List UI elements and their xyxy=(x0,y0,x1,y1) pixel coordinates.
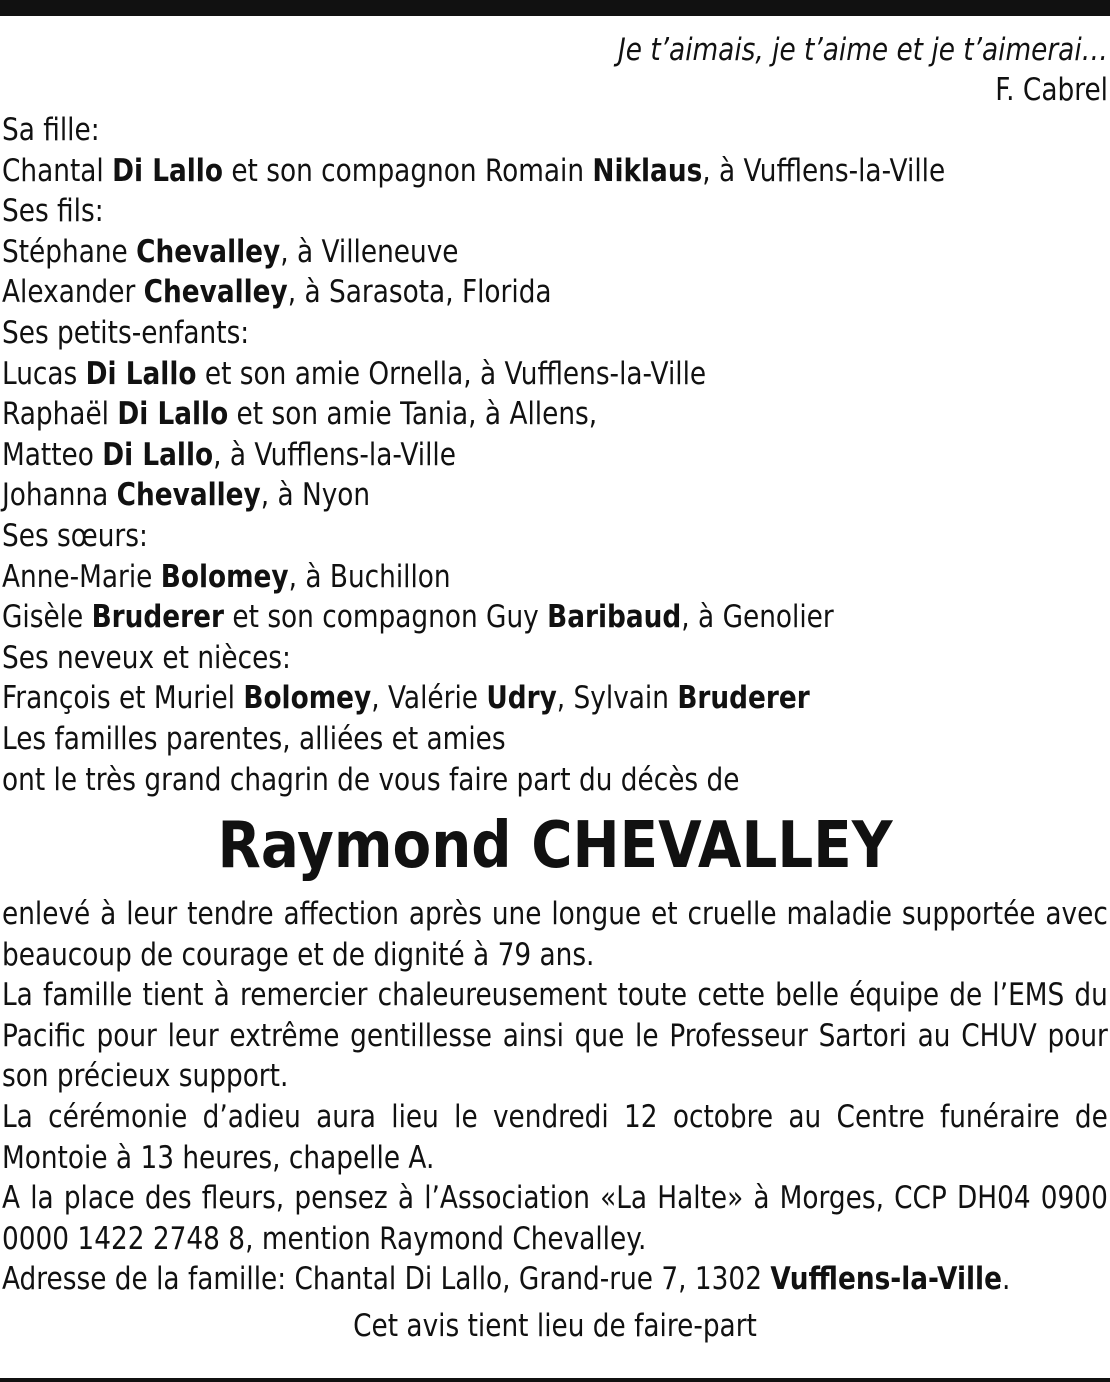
paragraph-illness: enlevé à leur tendre affection après une longue et cruelle maladie supportée avec beaucoup de courage et de dignité à 79 ans. xyxy=(2,896,1108,973)
top-rule xyxy=(0,0,1110,16)
family-member-line: Gisèle Bruderer et son compagnon Guy Baribaud, à Genolier xyxy=(2,599,834,636)
family-member-line: Anne-Marie Bolomey, à Buchillon xyxy=(2,558,451,595)
nephews-heading: Ses neveux et nièces: xyxy=(2,639,291,676)
family-member-line: Johanna Chevalley, à Nyon xyxy=(2,477,371,514)
daughter-heading: Sa fille: xyxy=(2,112,100,148)
obituary-notice xyxy=(2,30,1108,1348)
paragraph-ceremony: La cérémonie d’adieu aura lieu le vendredi 12 octobre au Centre funéraire de Montoie à 13 heures, chapelle A. xyxy=(2,1099,1108,1176)
family-member-line: Lucas Di Lallo et son amie Ornella, à Vufflens-la-Ville xyxy=(2,355,707,392)
paragraph-thanks: La famille tient à remercier chaleureusement toute cette belle équipe de l’EMS du Pacific pour leur extrême gentillesse ainsi que le Professeur Sartori au CHUV pour son précieux support. xyxy=(2,977,1108,1095)
family-member-line: Chantal Di Lallo et son compagnon Romain Niklaus, à Vufflens-la-Ville xyxy=(2,152,946,189)
paragraph-donation: A la place des fleurs, pensez à l’Association «La Halte» à Morges, CCP DH04 0900 0000 1422 2748 8, mention Raymond Chevalley. xyxy=(2,1180,1108,1257)
relatives-line: Les familles parentes, alliées et amies xyxy=(2,720,506,757)
deceased-name: Raymond CHEVALLEY xyxy=(217,809,893,884)
family-address: Adresse de la famille: Chantal Di Lallo, Grand-rue 7, 1302 Vufflens-la-Ville. xyxy=(2,1261,1011,1298)
announcement-line: ont le très grand chagrin de vous faire part du décès de xyxy=(2,761,740,798)
bottom-rule xyxy=(0,1378,1110,1382)
sisters-heading: Ses sœurs: xyxy=(2,517,148,554)
family-member-line: François et Muriel Bolomey, Valérie Udry, Sylvain Bruderer xyxy=(2,680,810,717)
epigraph-author: F. Cabrel xyxy=(995,72,1108,108)
family-member-line: Alexander Chevalley, à Sarasota, Florida xyxy=(2,274,552,311)
family-member-line: Raphaël Di Lallo et son amie Tania, à Allens, xyxy=(2,396,598,433)
grandchildren-heading: Ses petits-enfants: xyxy=(2,314,250,351)
closing-note: Cet avis tient lieu de faire-part xyxy=(353,1308,757,1345)
epigraph-quote: Je t’aimais, je t’aime et je t’aimerai… xyxy=(617,32,1108,68)
family-member-line: Matteo Di Lallo, à Vufflens-la-Ville xyxy=(2,436,456,473)
family-member-line: Stéphane Chevalley, à Villeneuve xyxy=(2,233,459,270)
sons-heading: Ses fils: xyxy=(2,193,104,230)
